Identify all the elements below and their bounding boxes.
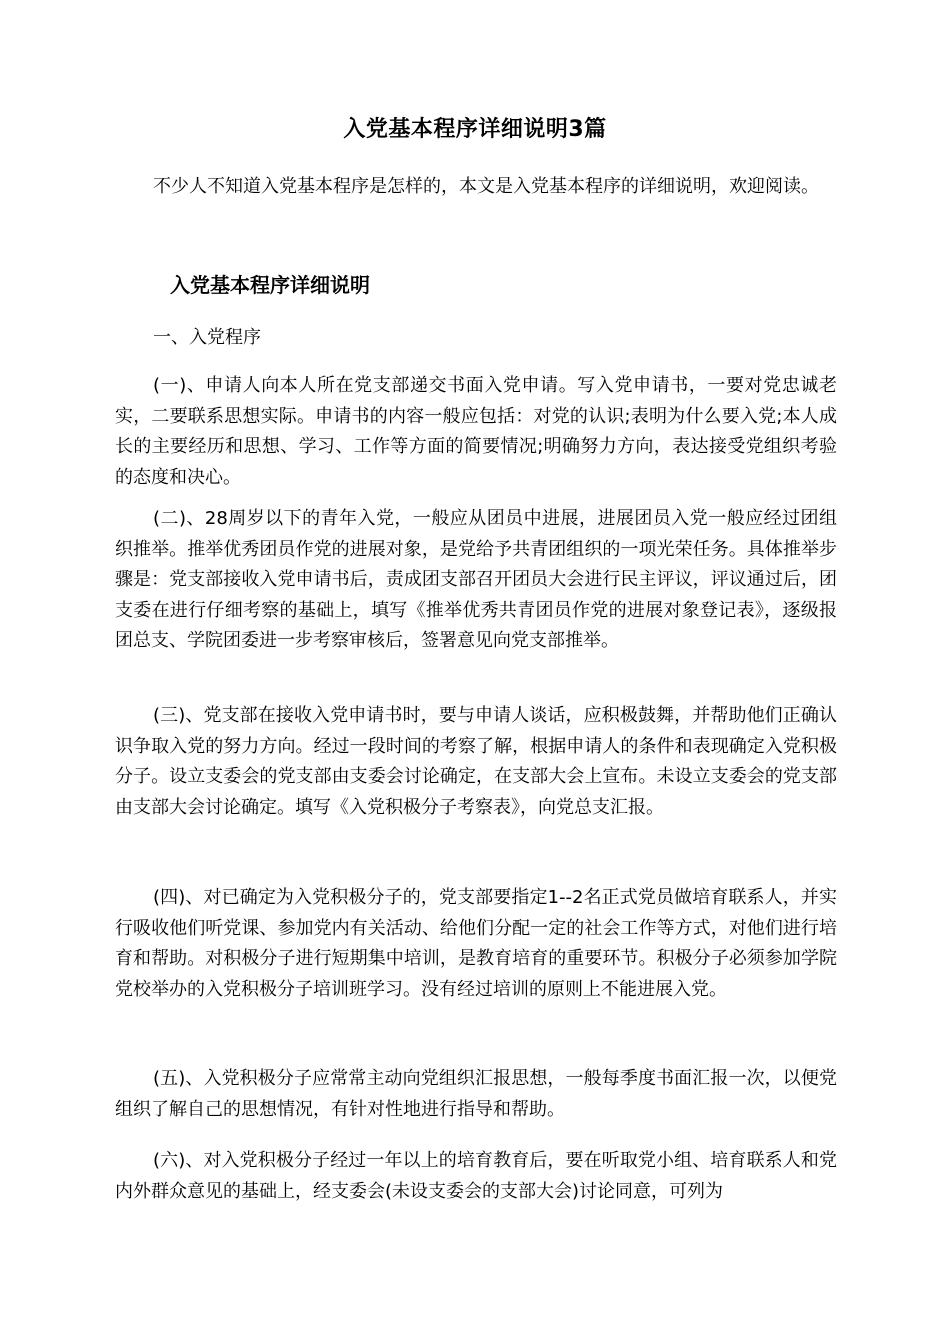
intro-paragraph: 不少人不知道入党基本程序是怎样的，本文是入党基本程序的详细说明，欢迎阅读。 (153, 176, 819, 197)
paragraph-2: (二)、28周岁以下的青年入党，一般应从团员中进展，进展团员入党一般应经过团组织推举。推举优秀团员作党的进展对象，是党给予共青团组织的一项光荣任务。具体推举步骤是：党支部接收入党申请书后，责成团支部召开团员大会进行民主评议，评议通过后，团支委在进行仔细考察的基础上，填写《推举优秀共青团员作党的进展对象登记表》，逐级报团总支、学院团委进一步考察审核后，签署意见向党支部推举。 (115, 508, 837, 651)
subheading: 一、入党程序 (153, 327, 261, 348)
paragraph-6: (六)、对入党积极分子经过一年以上的培育教育后，要在听取党小组、培育联系人和党内外群众意见的基础上，经支委会(未设支委会的支部大会)讨论同意，可列为 (115, 1150, 837, 1202)
paragraph-5: (五)、入党积极分子应常常主动向党组织汇报思想，一般每季度书面汇报一次，以便党组织了解自己的思想情况，有针对性地进行指导和帮助。 (115, 1068, 837, 1120)
paragraph-3: (三)、党支部在接收入党申请书时，要与申请人谈话，应积极鼓舞，并帮助他们正确认识争取入党的努力方向。经过一段时间的考察了解，根据申请人的条件和表现确定入党积极分子。设立支委会的党支部由支委会讨论确定，在支部大会上宣布。未设立支委会的党支部由支部大会讨论确定。填写《入党积极分子考察表》，向党总支汇报。 (115, 705, 837, 818)
paragraph-1: (一)、申请人向本人所在党支部递交书面入党申请。写入党申请书，一要对党忠诚老实，二要联系思想实际。申请书的内容一般应包括：对党的认识;表明为什么要入党;本人成长的主要经历和思想、学习、工作等方面的简要情况;明确努力方向，表达接受党组织考验的态度和决心。 (115, 375, 837, 488)
document-title: 入党基本程序详细说明3篇 (343, 117, 607, 142)
paragraph-4: (四)、对已确定为入党积极分子的，党支部要指定1--2名正式党员做培育联系人，并实行吸收他们听党课、参加党内有关活动、给他们分配一定的社会工作等方式，对他们进行培育和帮助。对积极分子进行短期集中培训，是教育培育的重要环节。积极分子必须参加学院党校举办的入党积极分子培训班学习。没有经过培训的原则上不能进展入党。 (115, 887, 837, 1000)
section-heading: 入党基本程序详细说明 (170, 273, 370, 297)
